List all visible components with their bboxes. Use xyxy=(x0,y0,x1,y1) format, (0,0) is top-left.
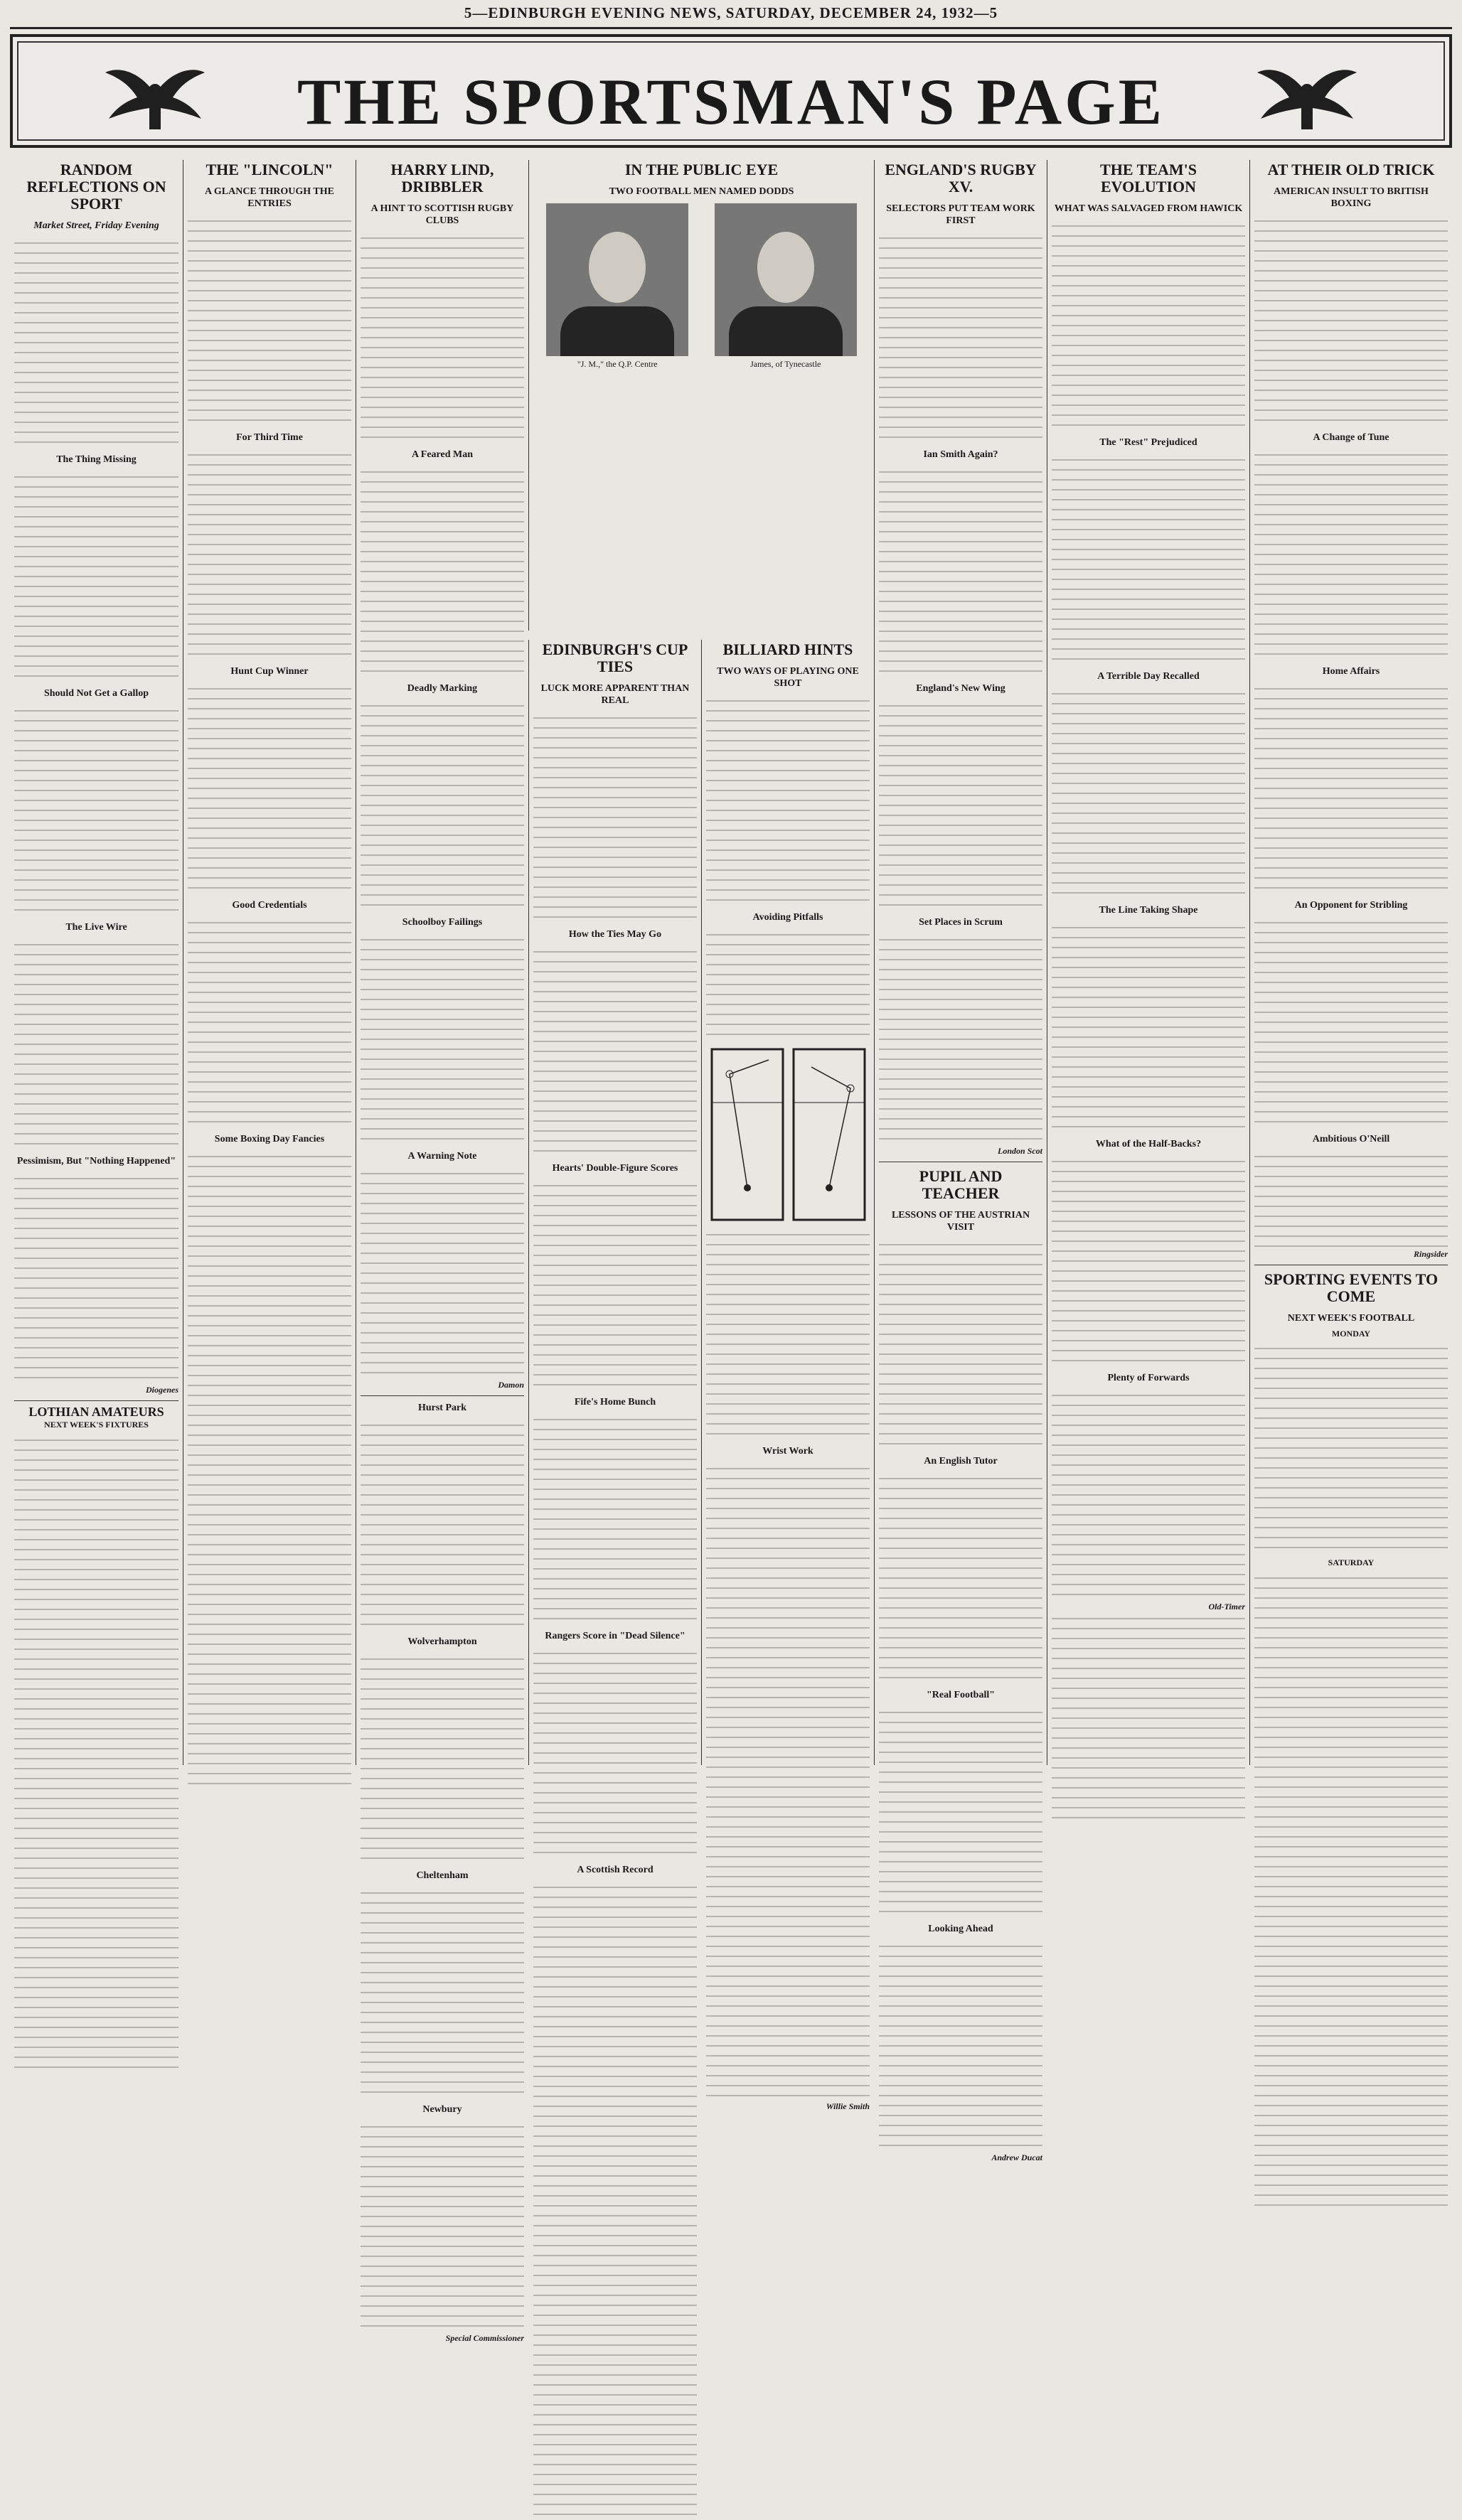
headline: RANDOM REFLECTIONS ON SPORT xyxy=(26,161,166,213)
photo-row xyxy=(533,203,870,369)
subhead: Newbury xyxy=(422,2104,462,2116)
article-text xyxy=(879,699,1042,912)
article-text xyxy=(361,1167,524,1380)
article-text xyxy=(1052,921,1245,1134)
article-text xyxy=(533,711,697,924)
article-text xyxy=(879,1705,1042,1919)
article-text xyxy=(533,1412,697,1626)
byline: Willie Smith xyxy=(826,2101,870,2111)
article-text xyxy=(706,1462,870,2101)
headline: PUPIL AND TEACHER xyxy=(919,1167,1003,1203)
article-text xyxy=(879,231,1042,444)
deck: A GLANCE THROUGH THE ENTRIES xyxy=(205,186,334,209)
subhead: Wrist Work xyxy=(762,1446,813,1457)
article-text xyxy=(1052,1388,1245,1602)
subhead: Plenty of Forwards xyxy=(1107,1373,1190,1383)
subhead: A Change of Tune xyxy=(1313,432,1389,443)
subhead: England's New Wing xyxy=(916,683,1005,694)
article-text xyxy=(879,465,1042,678)
subhead: What of the Half-Backs? xyxy=(1095,1139,1202,1149)
article-text xyxy=(188,1149,351,1789)
subhead: Rangers Score in "Dead Silence" xyxy=(545,1631,685,1641)
divider xyxy=(14,1400,178,1401)
column-harry-lind xyxy=(356,160,528,2344)
article-text xyxy=(879,1939,1042,2152)
subhead: Hurst Park xyxy=(417,1403,467,1414)
article-text xyxy=(361,933,524,1146)
article-text xyxy=(879,1471,1042,1685)
subhead: For Third Time xyxy=(236,432,303,443)
subhead: The "Rest" Prejudiced xyxy=(1099,437,1197,448)
race-selections xyxy=(361,2120,524,2333)
article-text xyxy=(706,694,870,907)
subhead: Should Not Get a Gallop xyxy=(43,688,149,699)
column-dateline: Market Street, Friday Evening xyxy=(33,220,159,231)
article-text xyxy=(188,916,351,1129)
article-text xyxy=(533,1179,697,1392)
column-teams-evolution xyxy=(1047,160,1249,1765)
divider xyxy=(361,1395,524,1396)
day-heading: MONDAY xyxy=(1331,1329,1371,1339)
race-selections xyxy=(361,1886,524,2099)
byline: Ringsider xyxy=(1413,1249,1448,1259)
deck: TWO FOOTBALL MEN NAMED DODDS xyxy=(609,186,794,197)
subhead: A Scottish Record xyxy=(577,1865,653,1875)
subhead: Home Affairs xyxy=(1322,666,1380,677)
article-text xyxy=(188,682,351,895)
eagle-right-icon xyxy=(1257,58,1357,136)
subhead: Pessimism, But "Nothing Happened" xyxy=(16,1156,176,1167)
byline: Diogenes xyxy=(146,1385,178,1395)
article-text xyxy=(361,699,524,912)
deck: A HINT TO SCOTTISH RUGBY CLUBS xyxy=(370,203,514,226)
column-at-their-old-trick xyxy=(1249,160,1452,1765)
subhead: Ian Smith Again? xyxy=(923,449,998,460)
article-text xyxy=(533,945,697,1158)
subhead: A Terrible Day Recalled xyxy=(1097,671,1200,682)
article-text xyxy=(14,236,178,449)
byline: London Scot xyxy=(997,1146,1042,1156)
article-text xyxy=(706,928,870,1041)
headline: AT THEIR OLD TRICK xyxy=(1267,161,1435,178)
subhead: Deadly Marking xyxy=(407,683,478,694)
article-text xyxy=(1254,214,1448,427)
headline: THE TEAM'S EVOLUTION xyxy=(1100,161,1197,195)
subhead: Ambitious O'Neill xyxy=(1312,1134,1390,1144)
article-text xyxy=(1254,1149,1448,1249)
top-rule xyxy=(10,27,1452,29)
article-text xyxy=(1052,453,1245,666)
fixtures-list xyxy=(1254,1341,1448,1555)
headline: SPORTING EVENTS TO COME xyxy=(1264,1270,1439,1306)
article-text xyxy=(188,214,351,427)
column-billiard-hints xyxy=(701,640,874,2111)
article-text xyxy=(14,704,178,917)
subhead: Cheltenham xyxy=(416,1870,469,1882)
deck: TWO WAYS OF PLAYING ONE SHOT xyxy=(717,666,859,689)
subhead: Avoiding Pitfalls xyxy=(752,912,823,923)
headline: HARRY LIND, DRIBBLER xyxy=(390,161,494,195)
subhead: An Opponent for Stribling xyxy=(1294,900,1408,911)
subhead: Some Boxing Day Fancies xyxy=(214,1134,325,1144)
subhead: Schoolboy Failings xyxy=(402,917,483,928)
byline: Damon xyxy=(498,1380,524,1390)
deck: LESSONS OF THE AUSTRIAN VISIT xyxy=(891,1210,1030,1233)
subhead: Looking Ahead xyxy=(928,1924,993,1935)
subhead: "Real Football" xyxy=(926,1690,996,1701)
subhead: How the Ties May Go xyxy=(568,929,662,940)
deck: SELECTORS PUT TEAM WORK FIRST xyxy=(886,203,1035,226)
dateline: 5—EDINBURGH EVENING NEWS, SATURDAY, DECEMBER 24, 1932—5 xyxy=(464,4,998,21)
column-englands-rugby xyxy=(874,160,1047,2163)
subhead: The Live Wire xyxy=(65,922,127,933)
subhead: Hunt Cup Winner xyxy=(230,666,309,677)
column-random-reflections xyxy=(10,160,183,1765)
headline: LOTHIAN AMATEURS xyxy=(28,1405,164,1420)
article-text xyxy=(361,231,524,444)
article-text xyxy=(188,448,351,661)
headline: ENGLAND'S RUGBY XV. xyxy=(885,161,1037,195)
photo-block xyxy=(546,203,688,369)
column-edinburgh-cup-ties xyxy=(528,640,701,1875)
subhead: The Thing Missing xyxy=(56,454,137,465)
fixtures-list xyxy=(1254,1571,1448,2211)
day-heading: SATURDAY xyxy=(1328,1557,1375,1568)
subhead: Good Credentials xyxy=(232,900,307,911)
portrait-photo xyxy=(546,203,688,356)
subhead: NEXT WEEK'S FOOTBALL xyxy=(1287,1313,1415,1324)
article-text xyxy=(1052,687,1245,900)
masthead-banner xyxy=(10,34,1452,148)
photo-caption: "J. M.," the Q.P. Centre xyxy=(577,359,658,369)
article-text xyxy=(1052,1612,1245,1825)
subhead: Set Places in Scrum xyxy=(919,917,1003,928)
column-lincoln xyxy=(183,160,356,1765)
byline: Andrew Ducat xyxy=(991,2152,1042,2163)
race-selections xyxy=(361,1418,524,1631)
subhead: A Warning Note xyxy=(407,1151,477,1162)
headline: IN THE PUBLIC EYE xyxy=(624,161,779,178)
public-eye-feature xyxy=(528,160,874,631)
deck: AMERICAN INSULT TO BRITISH BOXING xyxy=(1274,186,1429,209)
article-text xyxy=(1254,682,1448,895)
byline: Special Commissioner xyxy=(445,2333,524,2344)
deck: WHAT WAS SALVAGED FROM HAWICK xyxy=(1054,203,1243,214)
subhead: NEXT WEEK'S FIXTURES xyxy=(44,1420,149,1430)
article-text xyxy=(1052,1154,1245,1368)
article-text xyxy=(1254,916,1448,1129)
page-title: THE SPORTSMAN'S PAGE xyxy=(297,65,1165,138)
subhead: The Line Taking Shape xyxy=(1099,905,1198,916)
headline: THE "LINCOLN" xyxy=(206,161,334,178)
article-text xyxy=(533,1880,697,2520)
photo-caption: James, of Tynecastle xyxy=(750,359,821,369)
article-text xyxy=(14,1171,178,1385)
fixtures-list xyxy=(14,1433,178,2073)
subhead: Fife's Home Bunch xyxy=(574,1397,656,1408)
article-text xyxy=(879,933,1042,1146)
subhead: A Feared Man xyxy=(411,449,474,460)
portrait-photo xyxy=(715,203,857,356)
subhead: Hearts' Double-Figure Scores xyxy=(552,1163,678,1174)
article-text xyxy=(533,1646,697,1860)
deck: LUCK MORE APPARENT THAN REAL xyxy=(540,683,690,706)
article-text xyxy=(14,470,178,683)
billiard-diagram xyxy=(708,1046,868,1223)
race-selections xyxy=(361,1652,524,1865)
byline: Old-Timer xyxy=(1208,1602,1245,1612)
photo-block xyxy=(715,203,857,369)
article-text xyxy=(706,1228,870,1441)
subhead: Wolverhampton xyxy=(407,1636,477,1648)
article-text xyxy=(361,465,524,678)
subhead: An English Tutor xyxy=(924,1456,998,1467)
article-text xyxy=(1254,448,1448,661)
headline: EDINBURGH'S CUP TIES xyxy=(542,640,688,675)
headline: BILLIARD HINTS xyxy=(722,640,853,658)
article-text xyxy=(14,938,178,1151)
article-text xyxy=(879,1238,1042,1451)
article-text xyxy=(1052,219,1245,432)
